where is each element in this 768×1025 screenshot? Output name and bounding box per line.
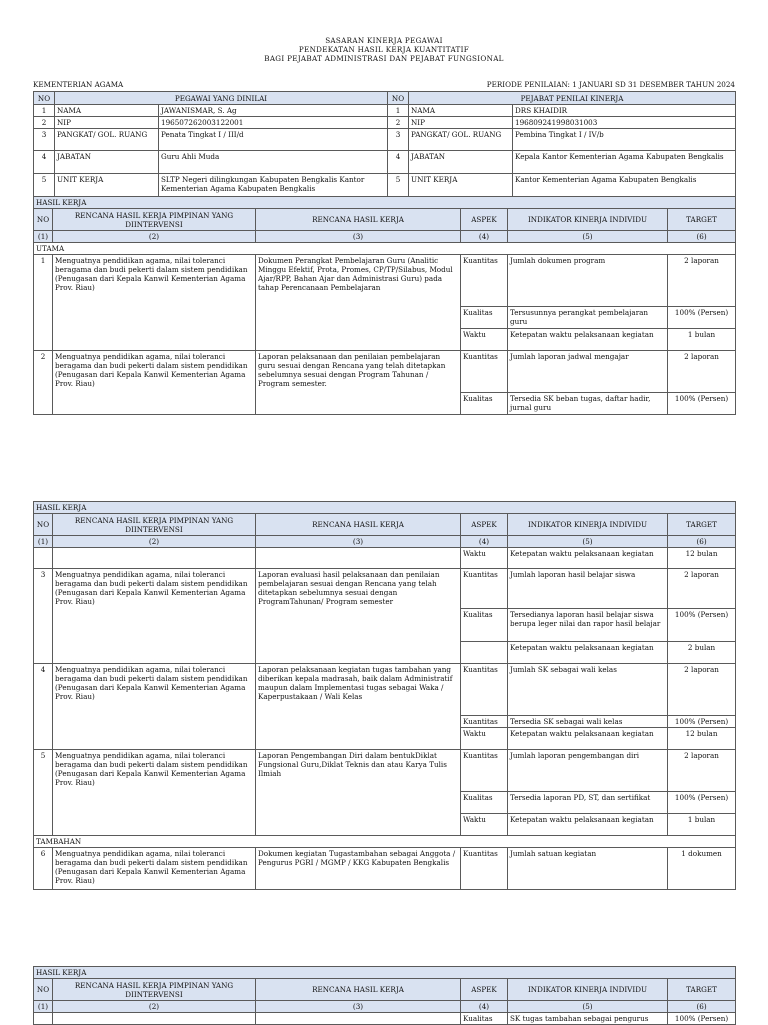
row-label: UNIT KERJA [55, 174, 159, 197]
table-row [34, 255, 736, 307]
aspek: Waktu [461, 728, 508, 750]
aspek: Waktu [461, 814, 508, 836]
subsection-utama: UTAMA [34, 243, 736, 255]
row-value-right: Pembina Tingkat I / IV/b [513, 129, 736, 151]
rhk-pimpinan: Menguatnya pendidikan agama, nilai toleranci beragama dan budi pekerti dalam sistem pendidikan (Penugasan dari Kepala Kanwil Kementerian Agama Prov. Riau) [53, 848, 256, 890]
row-no-right: 5 [388, 174, 409, 197]
rhk-pimpinan: Menguatnya pendidikan agama, nilai toleranci beragama dan budi pekerti dalam sistem pendidikan (Penugasan dari Kepala Kanwil Kementerian Agama Prov. Riau) [53, 750, 256, 836]
table-row [34, 548, 736, 569]
row-no: 1 [34, 105, 55, 117]
identity-row [34, 117, 736, 129]
item-no: 5 [34, 750, 53, 836]
target: 2 bulan [668, 642, 736, 664]
aspek: Kuantitas [461, 255, 508, 307]
indikator: Ketepatan waktu pelaksanaan kegiatan [508, 642, 668, 664]
title-line-2: PENDEKATAN HASIL KERJA KUANTITATIF [298, 45, 470, 54]
col-header-target: TARGET [668, 514, 736, 536]
table-row [34, 351, 736, 393]
col-num: (2) [53, 1001, 256, 1013]
aspek: Kualitas [461, 792, 508, 814]
identity-row [34, 151, 736, 174]
row-value-right: DRS KHAIDIR [513, 105, 736, 117]
row-value: Guru Ahli Muda [159, 151, 388, 174]
col-header-indikator: INDIKATOR KINERJA INDIVIDU [508, 514, 668, 536]
col-num: (3) [256, 231, 461, 243]
aspek: Kuantitas [461, 848, 508, 890]
row-no-right: 4 [388, 151, 409, 174]
item-no: 6 [34, 848, 53, 890]
aspek: Kuantitas [461, 716, 508, 728]
row-label: NAMA [55, 105, 159, 117]
col-header-rhk-pimpinan: RENCANA HASIL KERJA PIMPINAN YANG DIINTERVENSI [53, 514, 256, 536]
rhk: Dokumen kegiatan Tugastambahan sebagai Anggota / Pengurus PGRI / MGMP / KKG Kabupaten Bengkalis [256, 848, 461, 890]
col-header-no: NO [34, 514, 53, 536]
row-value-right: Kantor Kementerian Agama Kabupaten Bengkalis [513, 174, 736, 197]
row-value-right: Kepala Kantor Kementerian Agama Kabupaten Bengkalis [513, 151, 736, 174]
hasil-kerja-table-1 [33, 196, 736, 415]
rhk-pimpinan: Menguatnya pendidikan agama, nilai toleranci beragama dan budi pekerti dalam sistem pendidikan (Penugasan dari Kepala Kanwil Kementerian Agama Prov. Riau) [53, 351, 256, 415]
table-row [34, 750, 736, 792]
title-line-3: BAGI PEJABAT ADMINISTRASI DAN PEJABAT FUNGSIONAL [264, 54, 504, 63]
rhk-pimpinan: Menguatnya pendidikan agama, nilai toleranci beragama dan budi pekerti dalam sistem pendidikan (Penugasan dari Kepala Kanwil Kementerian Agama Prov. Riau) [53, 664, 256, 750]
indikator: Ketepatan waktu pelaksanaan kegiatan [508, 814, 668, 836]
col-no: NO [34, 92, 55, 105]
col-num: (6) [668, 1001, 736, 1013]
col-num: (1) [34, 536, 53, 548]
target: 100% (Persen) [668, 792, 736, 814]
row-label-right: PANGKAT/ GOL. RUANG [409, 129, 513, 151]
indikator: Tersedia laporan PD, ST, dan sertifikat [508, 792, 668, 814]
col-header-no: NO [34, 209, 53, 231]
col-num: (5) [508, 536, 668, 548]
aspek: Kualitas [461, 609, 508, 642]
col-num: (2) [53, 231, 256, 243]
target: 100% (Persen) [668, 307, 736, 329]
row-label-right: NAMA [409, 105, 513, 117]
table-row [34, 569, 736, 609]
row-no-right: 1 [388, 105, 409, 117]
target: 100% (Persen) [668, 609, 736, 642]
col-num: (1) [34, 1001, 53, 1013]
item-no-continued [34, 1013, 53, 1025]
col-num: (3) [256, 536, 461, 548]
col-num: (4) [461, 536, 508, 548]
row-value: SLTP Negeri dilingkungan Kabupaten Bengkalis Kantor Kementerian Agama Kabupaten Bengkalis [159, 174, 388, 197]
row-value-right: 196809241998031003 [513, 117, 736, 129]
item-no: 2 [34, 351, 53, 415]
row-no: 4 [34, 151, 55, 174]
col-num: (5) [508, 231, 668, 243]
target: 2 laporan [668, 664, 736, 716]
item-no: 4 [34, 664, 53, 750]
aspek: Kuantitas [461, 351, 508, 393]
col-no-right: NO [388, 92, 409, 105]
aspek: Kualitas [461, 393, 508, 415]
col-num: (1) [34, 231, 53, 243]
target: 1 bulan [668, 329, 736, 351]
target: 1 bulan [668, 814, 736, 836]
identity-row [34, 174, 736, 197]
hasil-kerja-table-2 [33, 501, 736, 890]
target: 2 laporan [668, 255, 736, 307]
row-no: 2 [34, 117, 55, 129]
aspek: Waktu [461, 548, 508, 569]
col-num: (4) [461, 231, 508, 243]
indikator: Jumlah laporan jadwal mengajar [508, 351, 668, 393]
col-header-rhk: RENCANA HASIL KERJA [256, 209, 461, 231]
col-header-indikator: INDIKATOR KINERJA INDIVIDU [508, 209, 668, 231]
col-header-target: TARGET [668, 979, 736, 1001]
row-value: JAWANISMAR, S. Ag [159, 105, 388, 117]
col-header-rhk-pimpinan: RENCANA HASIL KERJA PIMPINAN YANG DIINTERVENSI [53, 979, 256, 1001]
rhk-pimpinan: Menguatnya pendidikan agama, nilai toleranci beragama dan budi pekerti dalam sistem pendidikan (Penugasan dari Kepala Kanwil Kementerian Agama Prov. Riau) [53, 255, 256, 351]
section-hasil-kerja: HASIL KERJA [34, 967, 736, 979]
row-no-right: 3 [388, 129, 409, 151]
aspek: Kualitas [461, 1013, 508, 1025]
table-row [34, 848, 736, 890]
meta-row [33, 80, 735, 89]
rhk: Laporan pelaksanaan dan penilaian pembelajaran guru sesuai dengan Rencana yang telah ditetapkan sebelumnya sesuai dengan Program Tahunan / Program semester. [256, 351, 461, 415]
row-label-right: JABATAN [409, 151, 513, 174]
identity-row [34, 129, 736, 151]
indikator: Jumlah laporan hasil belajar siswa [508, 569, 668, 609]
indikator: Jumlah SK sebagai wali kelas [508, 664, 668, 716]
col-header-aspek: ASPEK [461, 514, 508, 536]
indikator: Ketepatan waktu pelaksanaan kegiatan [508, 329, 668, 351]
rhk-continued [256, 1013, 461, 1025]
rhk: Laporan evaluasi hasil pelaksanaan dan penilaian pembelajaran sesuai dengan Rencana yang telah ditetapkan sebelumnya sesuai dengan ProgramTahunan/ Program semester [256, 569, 461, 664]
col-num: (3) [256, 1001, 461, 1013]
rhk-pimpinan-continued [53, 1013, 256, 1025]
col-header-indikator: INDIKATOR KINERJA INDIVIDU [508, 979, 668, 1001]
indikator: Tersedia SK sebagai wali kelas [508, 716, 668, 728]
col-num: (4) [461, 1001, 508, 1013]
col-header-no: NO [34, 979, 53, 1001]
target: 12 bulan [668, 728, 736, 750]
row-label: NIP [55, 117, 159, 129]
item-no: 1 [34, 255, 53, 351]
indikator: Tersedianya laporan hasil belajar siswa berupa leger nilai dan rapor hasil belajar [508, 609, 668, 642]
target: 2 laporan [668, 569, 736, 609]
indikator: Tersusunnya perangkat pembelajaran guru [508, 307, 668, 329]
col-num: (5) [508, 1001, 668, 1013]
row-value: Penata Tingkat I / III/d [159, 129, 388, 151]
row-no: 3 [34, 129, 55, 151]
periode-label: PERIODE PENILAIAN: 1 JANUARI SD 31 DESEMBER TAHUN 2024 [486, 80, 735, 89]
section-hasil-kerja: HASIL KERJA [34, 197, 736, 209]
target: 12 bulan [668, 548, 736, 569]
item-no-continued [34, 548, 53, 569]
col-header-target: TARGET [668, 209, 736, 231]
indikator: Ketepatan waktu pelaksanaan kegiatan [508, 548, 668, 569]
row-label-right: UNIT KERJA [409, 174, 513, 197]
aspek [461, 642, 508, 664]
col-num: (2) [53, 536, 256, 548]
row-no-right: 2 [388, 117, 409, 129]
aspek: Waktu [461, 329, 508, 351]
target: 2 laporan [668, 750, 736, 792]
target: 2 laporan [668, 351, 736, 393]
indikator: Ketepatan waktu pelaksanaan kegiatan [508, 728, 668, 750]
table-row [34, 664, 736, 716]
col-num: (6) [668, 536, 736, 548]
indikator: Jumlah satuan kegiatan [508, 848, 668, 890]
title-line-1: SASARAN KINERJA PEGAWAI [325, 36, 443, 45]
rhk: Laporan pelaksanaan kegiatan tugas tambahan yang diberikan kepala madrasah, baik dalam Administratif maupun dalam Implementasi tugas sebagai Waka / Kaperpustakaan / Wali Kelas [256, 664, 461, 750]
section-hasil-kerja: HASIL KERJA [34, 502, 736, 514]
indikator: Jumlah dokumen program [508, 255, 668, 307]
subsection-tambahan: TAMBAHAN [34, 836, 736, 848]
rhk: Dokumen Perangkat Pembelajaran Guru (Analitic Minggu Efektif, Prota, Promes, CP/TP/Silabus, Modul Ajar/RPP, Bahan Ajar dan Administrasi Guru) pada tahap Perencanaan Pembelajaran [256, 255, 461, 351]
rhk-continued [256, 548, 461, 569]
col-header-rhk: RENCANA HASIL KERJA [256, 514, 461, 536]
col-header-rhk: RENCANA HASIL KERJA [256, 979, 461, 1001]
row-label: PANGKAT/ GOL. RUANG [55, 129, 159, 151]
col-header-aspek: ASPEK [461, 979, 508, 1001]
rhk: Laporan Pengembangan Diri dalam bentukDiklat Fungsional Guru,Diklat Teknis dan atau Karya Tulis Ilmiah [256, 750, 461, 836]
aspek: Kuantitas [461, 569, 508, 609]
target: 100% (Persen) [668, 393, 736, 415]
row-label: JABATAN [55, 151, 159, 174]
indikator: Tersedia SK beban tugas, daftar hadir, jurnal guru [508, 393, 668, 415]
identity-row [34, 105, 736, 117]
aspek: Kuantitas [461, 664, 508, 716]
pegawai-dinilai-header: PEGAWAI YANG DINILAI [55, 92, 388, 105]
col-header-aspek: ASPEK [461, 209, 508, 231]
col-header-rhk-pimpinan: RENCANA HASIL KERJA PIMPINAN YANG DIINTERVENSI [53, 209, 256, 231]
identity-table [33, 91, 736, 197]
document-header [0, 36, 768, 63]
rhk-pimpinan: Menguatnya pendidikan agama, nilai toleranci beragama dan budi pekerti dalam sistem pendidikan (Penugasan dari Kepala Kanwil Kementerian Agama Prov. Riau) [53, 569, 256, 664]
row-value: 196507262003122001 [159, 117, 388, 129]
aspek: Kuantitas [461, 750, 508, 792]
pejabat-penilai-header: PEJABAT PENILAI KINERJA [409, 92, 736, 105]
target: 100% (Persen) [668, 1013, 736, 1025]
target: 1 dokumen [668, 848, 736, 890]
item-no: 3 [34, 569, 53, 664]
indikator: Jumlah laporan pengembangan diri [508, 750, 668, 792]
col-num: (6) [668, 231, 736, 243]
target: 100% (Persen) [668, 716, 736, 728]
instansi-label: KEMENTERIAN AGAMA [33, 80, 124, 89]
table-row [34, 1013, 736, 1025]
hasil-kerja-table-3 [33, 966, 736, 1025]
indikator: SK tugas tambahan sebagai pengurus [508, 1013, 668, 1025]
aspek: Kualitas [461, 307, 508, 329]
row-label-right: NIP [409, 117, 513, 129]
row-no: 5 [34, 174, 55, 197]
rhk-pimpinan-continued [53, 548, 256, 569]
